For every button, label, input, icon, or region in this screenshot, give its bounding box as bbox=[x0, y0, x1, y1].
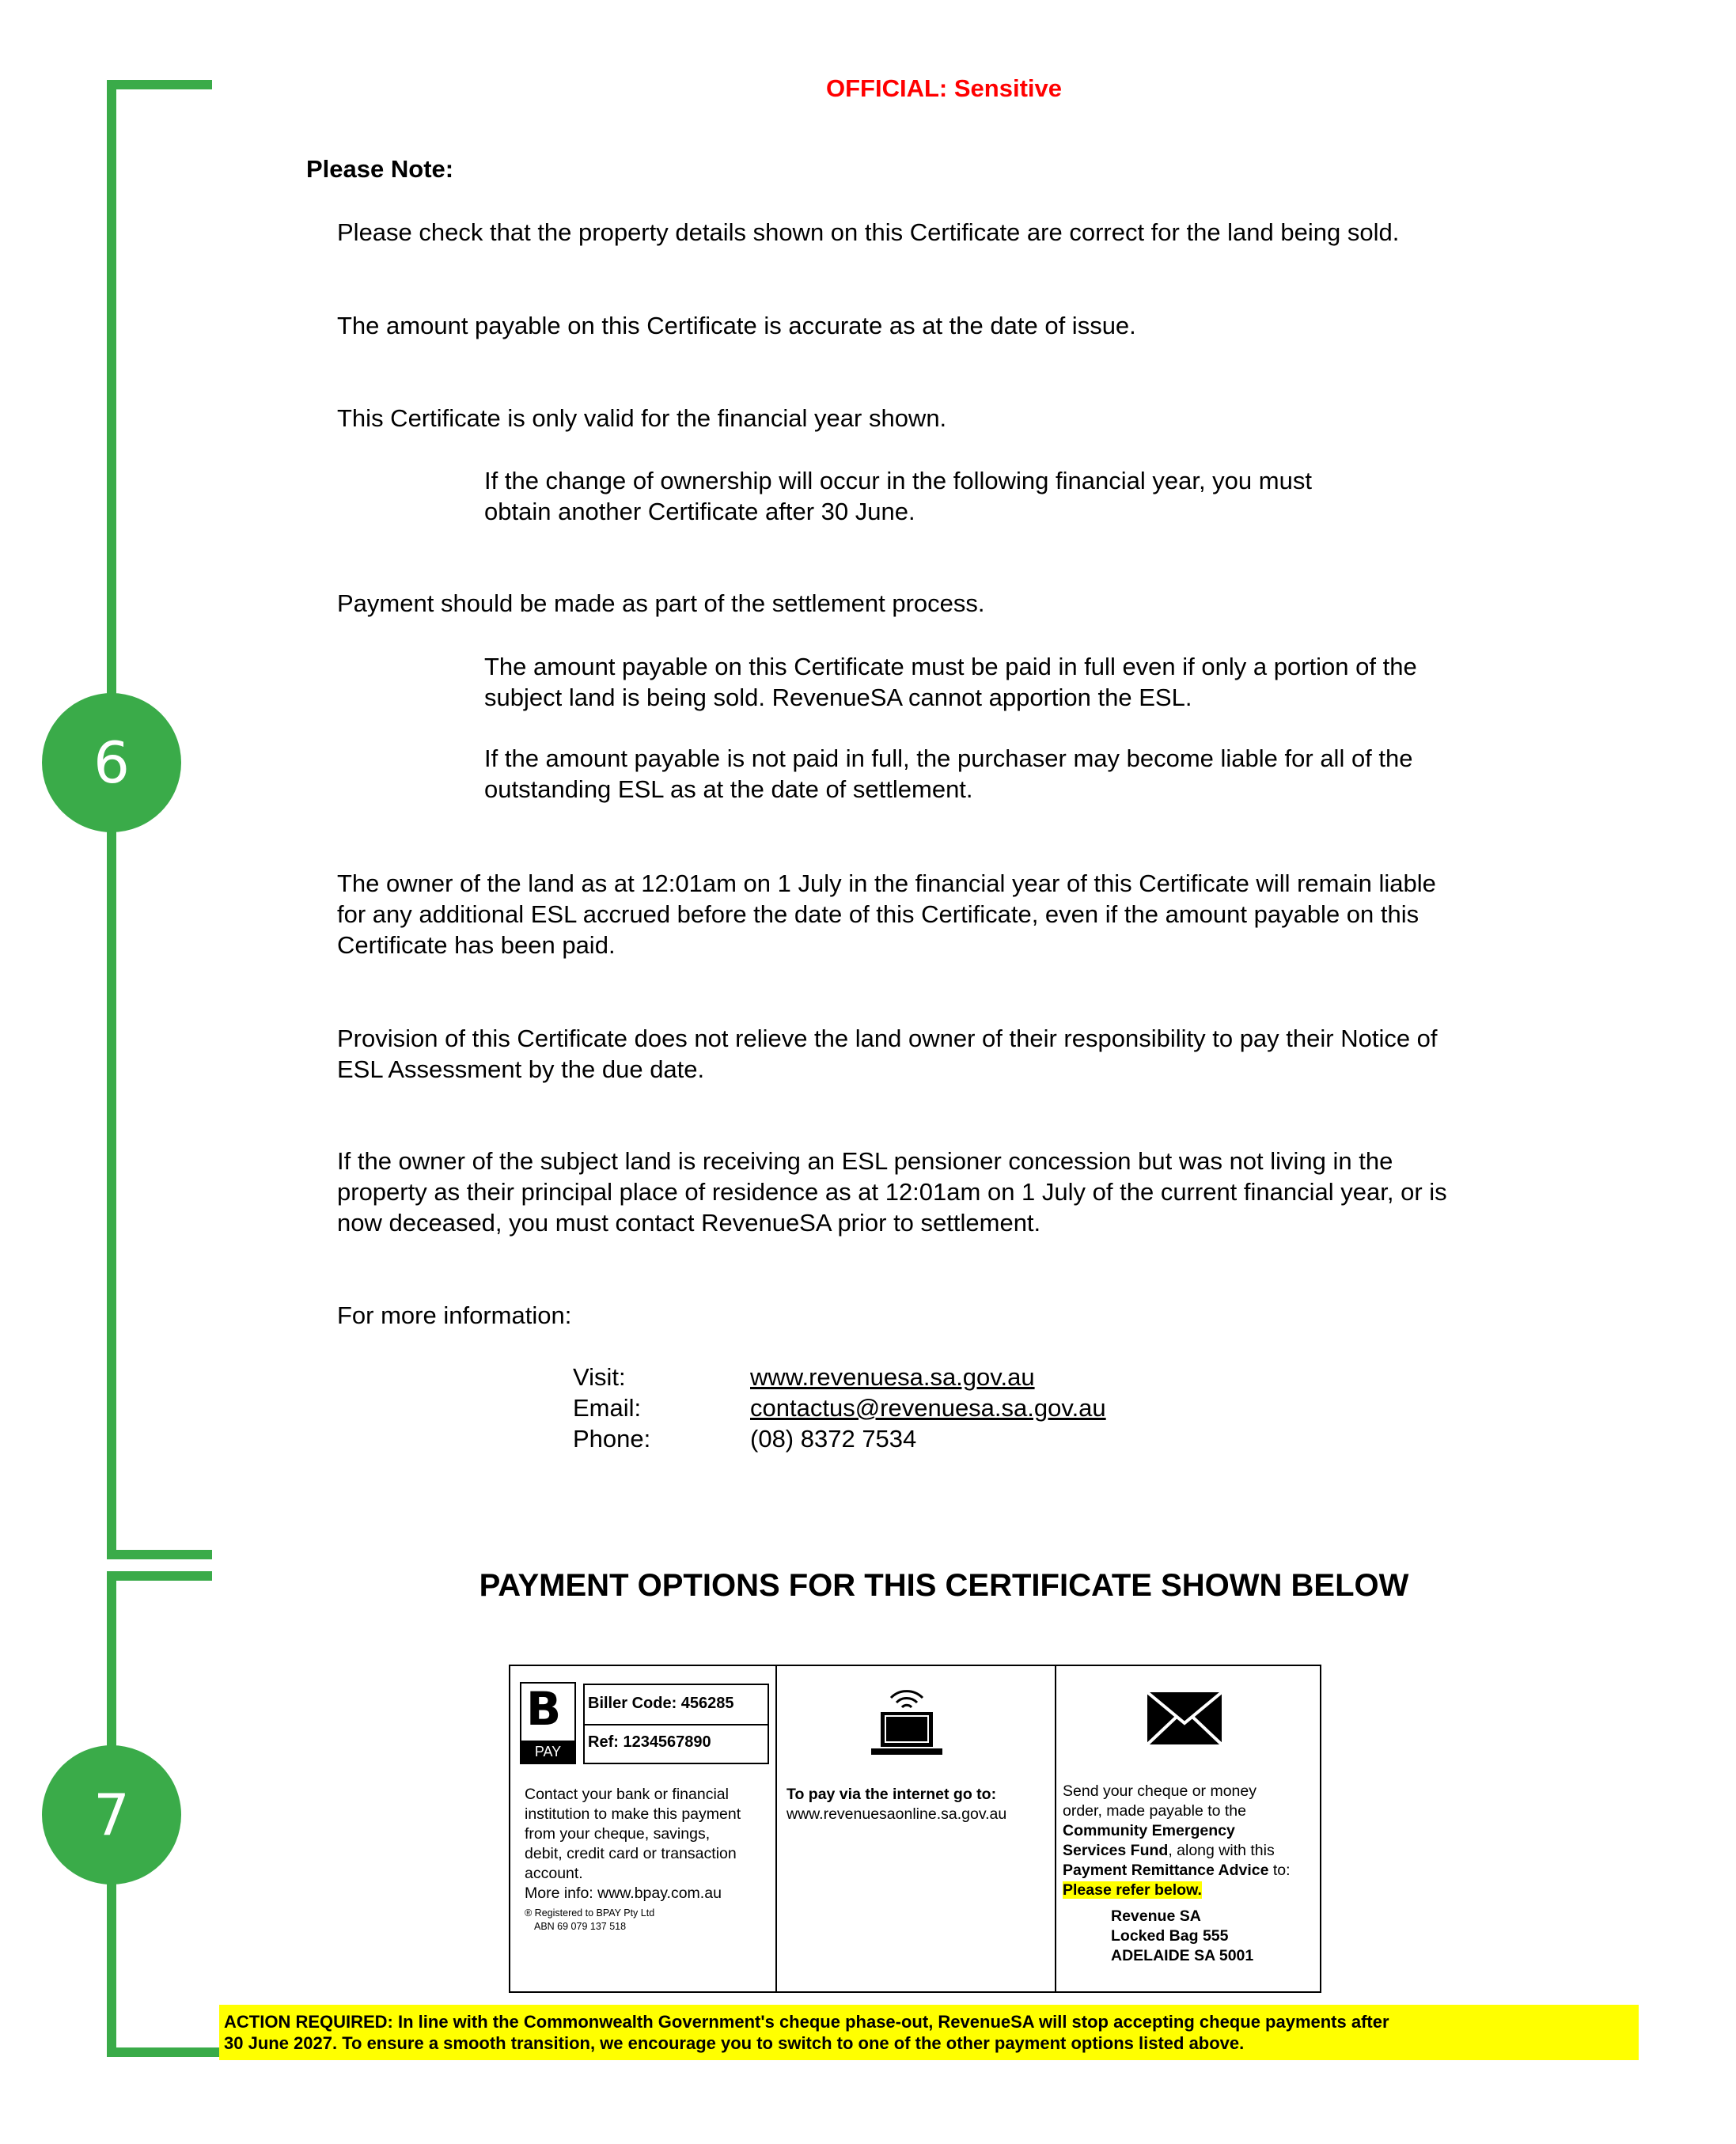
laptop-wifi-icon bbox=[868, 1680, 946, 1760]
bpay-registration bbox=[525, 1907, 654, 1934]
text-line: institution to make this payment bbox=[525, 1805, 741, 1823]
mail-instructions bbox=[1063, 1782, 1291, 1900]
section-bracket-bottom bbox=[107, 1550, 212, 1559]
note-paragraph bbox=[337, 868, 1436, 960]
text-line: 30 June 2027. To ensure a smooth transition, we encourage you to switch to one of the other payment options listed above. bbox=[224, 2033, 1245, 2053]
text-line: ABN 69 079 137 518 bbox=[534, 1921, 627, 1932]
text-line: If the amount payable is not paid in full, the purchaser may become liable for all of the bbox=[484, 744, 1413, 772]
text-line: Community Emergency bbox=[1063, 1822, 1235, 1839]
highlighted-text: Please refer below. bbox=[1063, 1881, 1202, 1899]
contact-label-visit: Visit: bbox=[573, 1363, 626, 1391]
text-line: ESL Assessment by the due date. bbox=[337, 1055, 705, 1083]
bpay-logo bbox=[520, 1682, 576, 1764]
text-line: outstanding ESL as at the date of settlement. bbox=[484, 775, 973, 803]
note-subparagraph bbox=[484, 743, 1413, 805]
internet-payment-url[interactable]: www.revenuesaonline.sa.gov.au bbox=[787, 1805, 1007, 1823]
contact-label-email: Email: bbox=[573, 1394, 642, 1422]
biller-details bbox=[583, 1684, 769, 1764]
fund-name: Services Fund bbox=[1063, 1842, 1169, 1859]
website-link[interactable]: www.revenuesa.sa.gov.au bbox=[750, 1363, 1035, 1391]
text-line: property as their principal place of residence as at 12:01am on 1 July of the current financial year, or is bbox=[337, 1178, 1447, 1206]
biller-code: Biller Code: 456285 bbox=[588, 1695, 734, 1712]
text-line: The amount payable on this Certificate must be paid in full even if only a portion of the bbox=[484, 653, 1417, 680]
text-line bbox=[1063, 1861, 1291, 1881]
phone-number: (08) 8372 7534 bbox=[750, 1425, 917, 1453]
internet-option bbox=[775, 1666, 1056, 1991]
bpay-logo-letter: B bbox=[526, 1682, 562, 1736]
text-fragment: , along with this bbox=[1168, 1842, 1275, 1859]
email-link[interactable]: contactus@revenuesa.sa.gov.au bbox=[750, 1394, 1106, 1422]
payment-options-box bbox=[509, 1665, 1321, 1993]
note-paragraph: The amount payable on this Certificate is accurate as at the date of issue. bbox=[337, 312, 1136, 339]
text-line: ® Registered to BPAY Pty Ltd bbox=[525, 1907, 655, 1919]
text-line: ACTION REQUIRED: In line with the Commonwealth Government's cheque phase-out, RevenueSA will stop accepting cheque payments after bbox=[224, 2012, 1389, 2032]
text-line: Contact your bank or financial bbox=[525, 1786, 729, 1803]
security-classification: OFFICIAL: Sensitive bbox=[826, 74, 1062, 102]
section-number-badge: 7 bbox=[42, 1745, 181, 1885]
mailing-address bbox=[1111, 1907, 1253, 1966]
note-paragraph bbox=[337, 1146, 1447, 1238]
section-number-badge: 6 bbox=[42, 693, 181, 832]
note-paragraph: Please check that the property details shown on this Certificate are correct for the land being sold. bbox=[337, 218, 1400, 246]
text-line: account. bbox=[525, 1865, 583, 1882]
section-bracket-bottom bbox=[107, 2047, 219, 2057]
refer-below-note bbox=[1063, 1881, 1291, 1900]
text-line: Send your cheque or money bbox=[1063, 1782, 1257, 1800]
contact-label-phone: Phone: bbox=[573, 1425, 651, 1453]
envelope-icon bbox=[1145, 1690, 1224, 1751]
address-line: Revenue SA bbox=[1111, 1907, 1201, 1925]
more-info-label: For more information: bbox=[337, 1301, 572, 1329]
payment-options-title: PAYMENT OPTIONS FOR THIS CERTIFICATE SHOWN BELOW bbox=[479, 1568, 1409, 1603]
internet-heading: To pay via the internet go to: bbox=[787, 1786, 997, 1803]
note-subparagraph bbox=[484, 465, 1312, 527]
text-line: now deceased, you must contact RevenueSA prior to settlement. bbox=[337, 1209, 1041, 1237]
bpay-option bbox=[510, 1666, 775, 1991]
text-line: obtain another Certificate after 30 June. bbox=[484, 498, 915, 525]
text-line: for any additional ESL accrued before the date of this Certificate, even if the amount payable on this bbox=[337, 900, 1420, 928]
note-heading: Please Note: bbox=[306, 155, 454, 183]
text-line: Certificate has been paid. bbox=[337, 931, 616, 959]
bpay-logo-pay: PAY bbox=[521, 1741, 574, 1763]
text-fragment: to: bbox=[1268, 1862, 1291, 1879]
note-paragraph bbox=[337, 1023, 1438, 1085]
text-line: If the owner of the subject land is receiving an ESL pensioner concession but was not living in the bbox=[337, 1147, 1393, 1175]
remittance-advice-label: Payment Remittance Advice bbox=[1063, 1862, 1269, 1879]
text-line: Provision of this Certificate does not relieve the land owner of their responsibility to pay their Notice of bbox=[337, 1025, 1438, 1052]
text-line: debit, credit card or transaction bbox=[525, 1845, 737, 1862]
address-line: ADELAIDE SA 5001 bbox=[1111, 1947, 1254, 1964]
customer-reference: Ref: 1234567890 bbox=[588, 1733, 711, 1751]
note-paragraph: Payment should be made as part of the settlement process. bbox=[337, 589, 985, 617]
note-subparagraph bbox=[484, 651, 1417, 713]
bpay-more-info: More info: www.bpay.com.au bbox=[525, 1885, 722, 1902]
note-paragraph: This Certificate is only valid for the financial year shown. bbox=[337, 404, 947, 432]
mail-option bbox=[1055, 1666, 1323, 1991]
divider bbox=[585, 1724, 768, 1725]
action-required-banner bbox=[219, 2005, 1639, 2060]
text-line: If the change of ownership will occur in the following financial year, you must bbox=[484, 467, 1312, 494]
bpay-instructions bbox=[525, 1785, 741, 1903]
text-line: The owner of the land as at 12:01am on 1 July in the financial year of this Certificate will remain liable bbox=[337, 869, 1436, 897]
text-line: from your cheque, savings, bbox=[525, 1825, 711, 1843]
text-line bbox=[1063, 1841, 1291, 1861]
address-line: Locked Bag 555 bbox=[1111, 1927, 1229, 1945]
text-line: order, made payable to the bbox=[1063, 1802, 1246, 1820]
text-line: subject land is being sold. RevenueSA cannot apportion the ESL. bbox=[484, 684, 1192, 711]
